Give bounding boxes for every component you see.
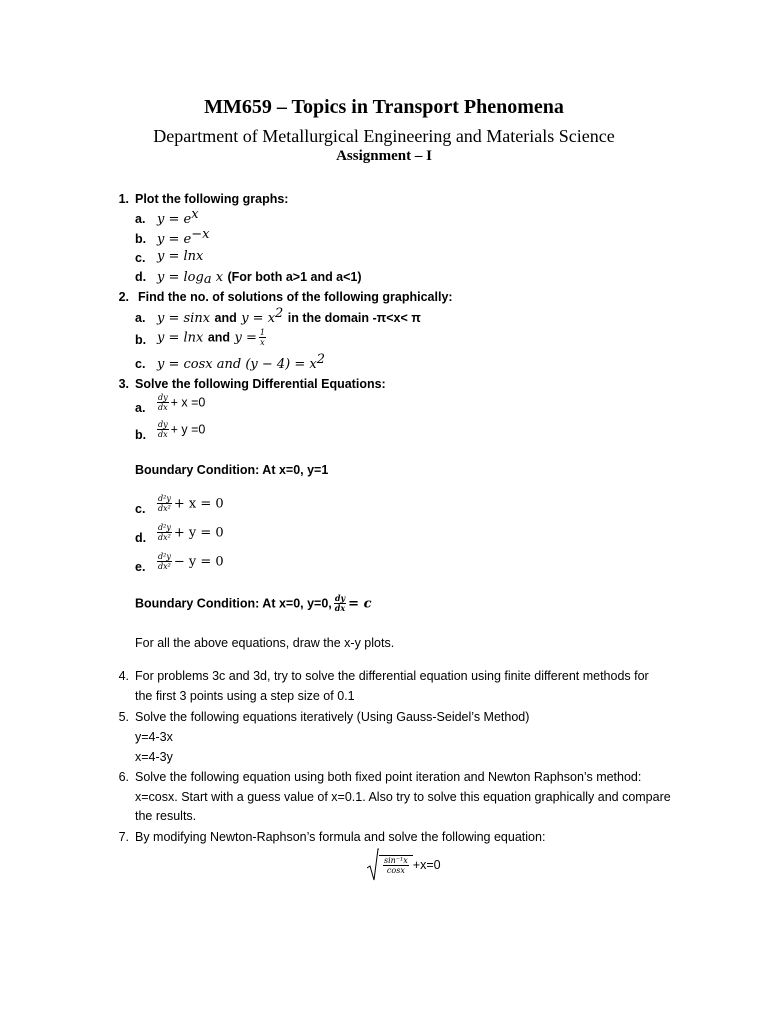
q3c-equation: $\frac{\text{d²y}}{\text{dx²}}$ + x = 0 [158,494,224,513]
q6-number: 6. [118,770,129,784]
q1d-letter: d. [135,270,147,284]
q4-number: 4. [118,669,129,683]
q3b-letter: b. [135,428,147,442]
q4-line2: the first 3 points using a step size of 0.1 [135,689,355,703]
q2-text: Find the no. of solutions of the following graphically: [138,290,453,304]
q2c-equation: y = cosx and $(y - 4) = x^2$ [157,352,326,372]
boundary-condition-1: Boundary Condition: At x=0, y=1 [135,463,329,477]
q1c-equation: y = lnx [157,249,204,264]
q3-number: 3. [118,377,129,391]
q3a-letter: a. [135,401,146,415]
q2-number: 2. [118,290,129,304]
q3d-letter: d. [135,531,147,545]
q5-eq2: x=4-3y [135,750,173,764]
q1b-letter: b. [135,232,147,246]
q2a-equation: y = sinx and $y = x^2$ in the domain -π<x< π [157,306,421,326]
q3c-letter: c. [135,502,146,516]
q3e-equation: $\frac{\text{d²y}}{\text{dx²}}$ − y = 0 [158,552,224,571]
q4-line1: For problems 3c and 3d, try to solve the differential equation using finite different methods for [135,669,649,683]
q5-number: 5. [118,710,129,724]
q3e-letter: e. [135,560,146,574]
assignment-heading: Assignment – I [336,148,432,164]
q3d-equation: $\frac{\text{d²y}}{\text{dx²}}$ + y = 0 [158,523,224,542]
q5-line1: Solve the following equations iteratively (Using Gauss-Seidel’s Method) [135,710,530,724]
q2b-letter: b. [135,333,147,347]
q1c-letter: c. [135,251,146,265]
q3-text: Solve the following Differential Equations: [135,377,386,391]
q2c-letter: c. [135,357,146,371]
q1-text: Plot the following graphs: [135,192,289,206]
q2b-equation: y = lnx and y = $\frac{1}{x}$ [157,328,265,347]
q5-eq1: y=4-3x [135,730,173,744]
q7-number: 7. [118,830,129,844]
q6-line2: x=cosx. Start with a guess value of x=0.1. Also try to solve this equation graphically and compare [135,790,671,804]
q1d-equation: $y = \log_a x$ (For both a>1 and a<1) [157,270,362,287]
plots-instruction: For all the above equations, draw the x-y plots. [135,636,395,650]
q1a-equation: $y = e^x$ [157,207,199,227]
q6-line3: the results. [135,809,197,823]
q7-line1: By modifying Newton-Raphson’s formula and solve the following equation: [135,830,546,844]
document-title: MM659 – Topics in Transport Phenomena [204,96,564,118]
q1a-letter: a. [135,212,146,226]
q7-equation: $\frac{\text{sin⁻¹x}}{\cos x}$ +x=0 [367,848,441,882]
q2a-letter: a. [135,311,146,325]
q1-number: 1. [118,192,129,206]
q6-line1: Solve the following equation using both fixed point iteration and Newton Raphson’s method: [135,770,642,784]
department-name: Department of Metallurgical Engineering and Materials Science [153,126,615,146]
radical-sign-icon [367,848,379,882]
q3b-equation: $\frac{dy}{dx}$ + y =0 [158,420,206,439]
q3a-equation: $\frac{dy}{dx}$ + x =0 [158,393,206,412]
q1b-equation: $y = e^{-x}$ [157,227,210,247]
boundary-condition-2: Boundary Condition: At x=0, y=0, $\frac{dy}{dx}$ = c [135,593,372,613]
